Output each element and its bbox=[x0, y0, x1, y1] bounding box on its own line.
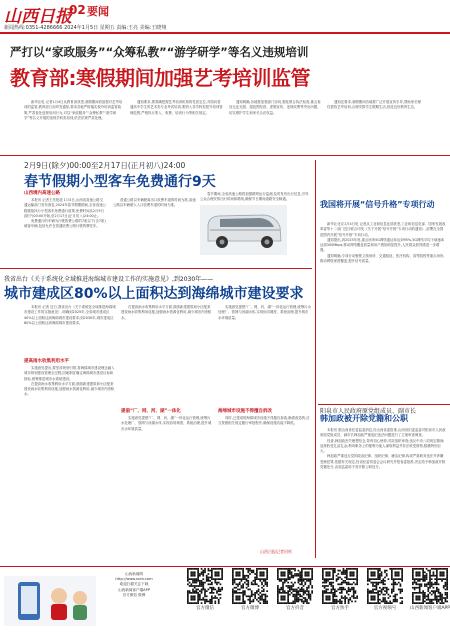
qr-code-label: 官方微信 bbox=[196, 606, 214, 611]
city-column-1a: 本报讯 记者 近日,我省出台《关于系统化全域推进海绵城市建设工作的实施意见》,明确到2025年,全省城市建成区40%以上面积达到海绵城市建设要求;到2030年,城市建成区80%以上面积达到海绵城市建设要求。 bbox=[24, 305, 116, 325]
qr-code bbox=[322, 568, 358, 604]
section-divider bbox=[0, 155, 450, 156]
promo-line-5: 官方微信 微博 bbox=[122, 592, 146, 597]
city-column-3b: 同时,已建成的海绵城市设施不得擅自拆改,确需改造的,应当按照相关规定履行审批程序,确保设施功能不降低。 bbox=[218, 416, 310, 426]
city-kicker: 我省出台《关于系统化全域推进海绵城市建设工作的实施意见》,到2030年—— bbox=[4, 276, 214, 283]
masthead bbox=[0, 0, 450, 39]
newspaper-logo: 山西日报 bbox=[4, 7, 72, 27]
qr-code-label: 官方快手 bbox=[331, 606, 349, 611]
page-number: 02 bbox=[69, 3, 86, 17]
decorative-illustration bbox=[4, 576, 96, 626]
side-divider bbox=[318, 404, 450, 405]
city-column-1b: 实施意见提出,要坚持规划引领,将海绵城市建设理念融入城市规划建设管理全过程,因地制宜确定海绵城市建设目标和指标,统筹推进城市水系统建设。 在提高雨水收集利用水平方面,鼓励新建建筑和小区配套建设雨水收集利用设施,加强雨水资源化利用,减少城市内涝积水。 bbox=[24, 366, 115, 397]
spring-headline: 春节假期小型客车免费通行9天 bbox=[24, 174, 216, 190]
qr-code bbox=[277, 568, 313, 604]
signal-body: 新华社北京1月4日电 记者从工业和信息化部获悉,工业和信息化部、国家发展改革委等十二部门近日联合印发《关于开展“信号升格”专项行动的通知》,部署在全国范围内开展“信号升格”专项行动。 通知提出,到2025年底,重点场所5G网络通达率达到95%,5G网络平均下载速率达到300Mbps,移动网络覆盖质量和用户感知明显提升,人民群众获得感进一步增强。 通知明确,专项行动聚焦文旅场所、交通枢纽、医疗机构、高等院校等重点场所,推动网络深度覆盖,提升信号质量。 bbox=[320, 222, 446, 264]
lead-headline: 教育部:寒假期间加强艺考培训监管 bbox=[10, 66, 310, 90]
lead-column-4: 通知还要求,寒假期间各地要广泛开展宣传引导,帮助家长理性看待艺考培训,合理安排学生假期生活,营造良好教育生态。 bbox=[327, 100, 421, 110]
discipline-kicker: 阳泉市人民政府原党组成员、副市长 bbox=[320, 408, 417, 415]
qr-code-label: 官方视频号 bbox=[373, 606, 397, 611]
city-column-2b: 实施意见提倡“厂、网、河、湖”一体化运行管理,统筹污水处理厂、管网与河湖水体,实现协同调度、系统治理,提升城市水环境质量。 bbox=[121, 416, 212, 431]
qr-code bbox=[412, 568, 448, 604]
qr-code-label: 官方微博 bbox=[241, 606, 259, 611]
spring-column-3: 春节期间,全省高速公路将加强路网运行监测,及时发布出行信息,引导公众合理安排出行时间和路线,确保节日期间道路安全畅通。 bbox=[200, 192, 309, 202]
discipline-headline-block bbox=[320, 408, 448, 422]
qr-code-label: 官方抖音 bbox=[286, 606, 304, 611]
city-headline: 城市建成区80%以上面积达到海绵城市建设要求 bbox=[4, 286, 304, 302]
minibus-photo bbox=[200, 205, 287, 255]
column-divider bbox=[315, 160, 316, 558]
masthead-rule bbox=[0, 32, 450, 34]
discipline-headline: 韩加政被开除党籍和公职 bbox=[320, 414, 408, 423]
lead-column-2: 通知要求,要准确把握艺考培训机构的性质定位,对面向普通高中学生的艺术类专业考试培训,要纳入非学科类校外培训管理范围,严格执行准入、收费、培训行为等相关规定。 bbox=[130, 100, 223, 115]
qr-code bbox=[367, 568, 403, 604]
city-subhead-2: 提倡“厂、网、河、湖”一体化 bbox=[121, 409, 181, 414]
section-divider-2 bbox=[0, 268, 312, 269]
city-source: 山西日报记者田杉 bbox=[260, 549, 292, 554]
discipline-body: 本报讯 据山西省纪委监委消息,经山西省委批准,山西省纪委监委对阳泉市人民政府原党组成员、副市长韩加政严重违纪违法问题进行了立案审查调查。 经查,韩加政丧失理想信念,背弃初心使命,对抗组织审查;违反中央八项规定精神;违规收受礼品礼金;利用职务上的便利为他人谋取利益并非法收受财物,数额特别巨大。 韩加政严重违反党的政治纪律、组织纪律、廉洁纪律,构成严重职务违法并涉嫌受贿犯罪,依据有关规定,经省纪委常委会会议研究并报省委批准,决定给予韩加政开除党籍处分,由省监委给予其开除公职处分。 bbox=[320, 428, 446, 470]
qr-code bbox=[232, 568, 268, 604]
spring-column-1: 本报讯 记者王亮报道 1月4日,山西省高速公路交通运输部门发布消息,2024年春节假期期间,全省高速公路继续执行小型客车免费通行政策,免费时间从2月9日(除夕)00:00开始,至2月17日(正月初八)24:00止。 免费通行的车辆为行驶收费公路的7座以下(含7座)载客车辆,包括允许在普通收费公路行驶的摩托车。 bbox=[24, 198, 106, 229]
qr-code bbox=[187, 568, 223, 604]
footer-rule bbox=[0, 566, 450, 567]
page-section-name: 要闻 bbox=[87, 5, 109, 18]
city-subhead-3: 海绵城市设施不得擅自拆改 bbox=[218, 409, 272, 414]
promo-url[interactable]: http://www.sxrb.com bbox=[115, 577, 153, 582]
lead-kicker: 严打以“家政服务”“众筹私教”“游学研学”等名义违规培训 bbox=[10, 45, 309, 59]
city-subhead-1: 提高雨水收集利用水平 bbox=[24, 359, 69, 364]
city-column-3a: 实施意见提倡“厂、网、河、湖”一体化运行管理,统筹污水处理厂、管网与河湖水体,实现协同调度、系统治理,提升城市水环境质量。 bbox=[218, 305, 311, 320]
promo-text bbox=[98, 572, 170, 598]
qr-code-label: 山西新闻客户端APP bbox=[409, 606, 450, 611]
city-column-2a: 在提高雨水收集利用水平方面,鼓励新建建筑和小区配套建设雨水收集利用设施,加强雨水资源化利用,减少城市内涝积水。 bbox=[121, 305, 212, 320]
spring-subhead: 山西境内高速公路 bbox=[24, 191, 60, 196]
promo-line-1: 山西新闻网 bbox=[125, 572, 143, 576]
lead-column-1: 新华社电 记者1月4日从教育部获悉,寒假期间将加强对艺考培训的监管,教育部日前印发通知,要求各地严格落实校外培训监管政策,严肃查处违规培训行为,对以“家政服务”“众筹私教”“游学研学”等名义开展的违规学科类培训,依法依规严肃处理。 bbox=[24, 100, 123, 120]
signal-headline: 我国将开展“信号升格”专项行动 bbox=[320, 200, 435, 209]
promo-line-4: 山西新闻客户端APP bbox=[118, 587, 150, 592]
spring-column-2: 普通公路以车辆驶离出口收费车道的时间为准,高速公路以车辆驶入入口收费车道的时间为准。 bbox=[113, 198, 196, 208]
masthead-info: 新闻热线:0351-4286666 2024年1月5日 星期五 责编:王亮 美编:王晓翔 bbox=[4, 25, 167, 31]
spring-kicker: 2月9日(除夕)00:00至2月17日(正月初八)24:00 bbox=[24, 161, 186, 170]
promo-line-3: 欢迎扫描关注下载 bbox=[119, 582, 149, 587]
footer bbox=[0, 566, 450, 640]
lead-column-3: 通知明确,各地要加强部门协同,强化联合执法检查,重点查处无证无照、超范围经营、虚假宣传、违规收费等突出问题,切实维护学生和家长合法权益。 bbox=[229, 100, 321, 115]
